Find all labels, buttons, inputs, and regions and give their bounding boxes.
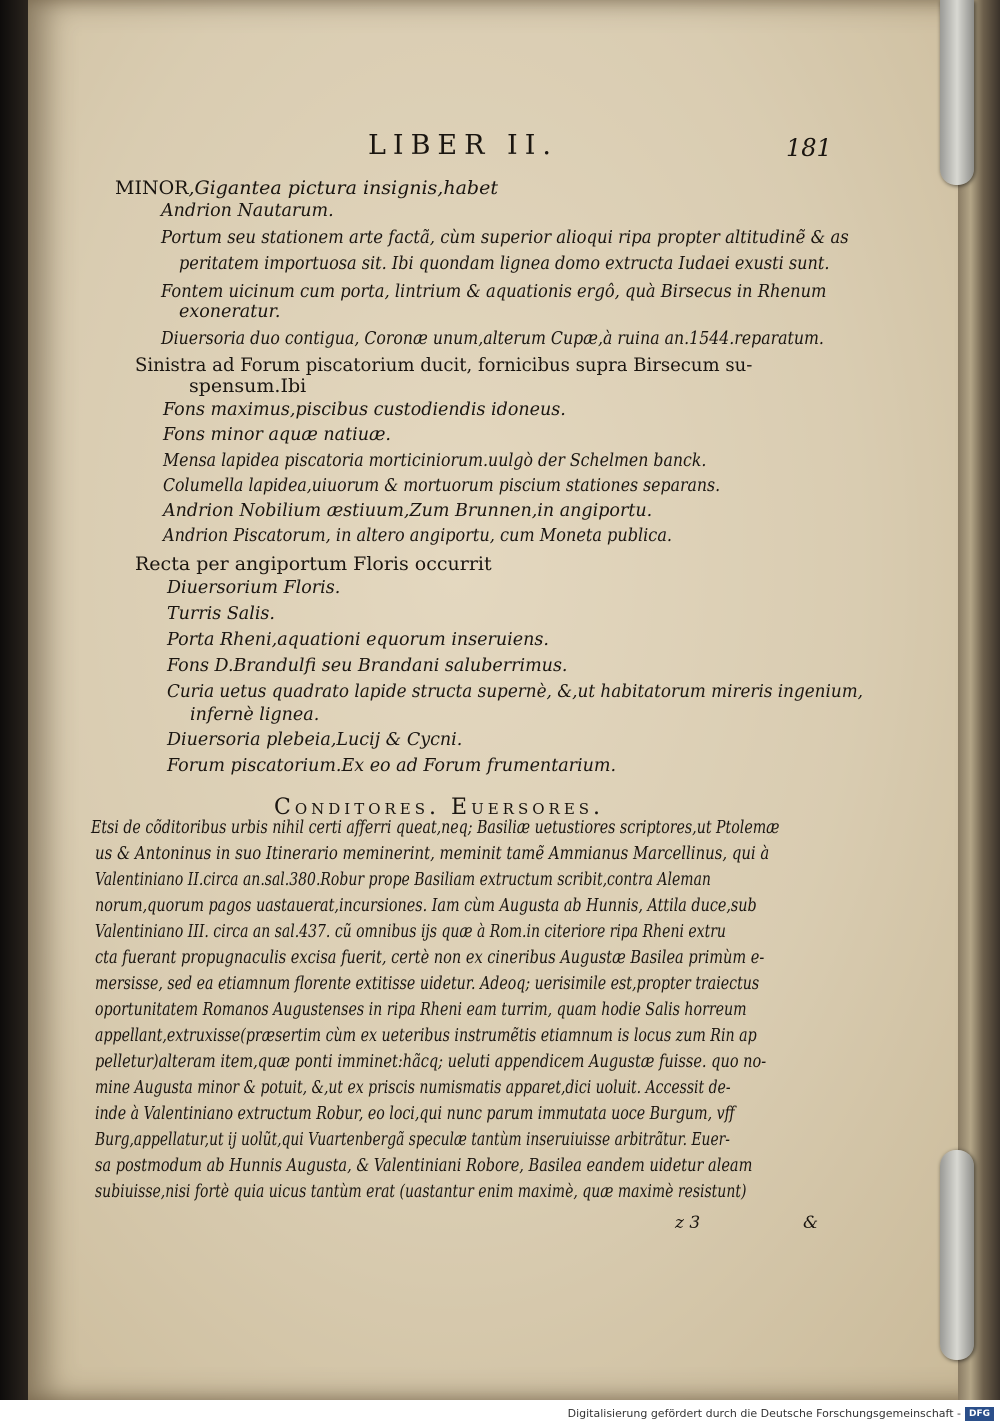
body-line: Burg,appellatur,ut ij uolũt,qui Vuartenbergã speculæ tantùm inseruiuisse arbitrãtur. Euer- — [95, 1130, 730, 1150]
list1-item: Diuersoria duo contigua, Coronæ unum,alterum Cupæ,à ruina an.1544.reparatum. — [161, 329, 824, 349]
body-line: pelletur)alteram item,quæ ponti imminet:hãcq; ueluti appendicem Augustæ fuisse. quo no- — [95, 1052, 767, 1072]
body-line: mersisse, sed ea etiamnum florente extitisse uidetur. Adeoq; uerisimile est,propter traiectus — [95, 974, 760, 994]
list2-lead-line1: Sinistra ad Forum piscatorium ducit, fornicibus supra Birsecum su- — [135, 354, 753, 376]
list1-item: exoneratur. — [179, 302, 281, 322]
list2-lead-line2: spensum.Ibi — [189, 375, 307, 397]
list1-lead-rest: ,Gigantea pictura insignis,habet — [188, 177, 498, 199]
body-line: Valentiniano II.circa an.sal.380.Robur prope Basiliam extructum scribit,contra Aleman — [95, 870, 711, 890]
list2-item: Fons maximus,piscibus custodiendis idoneus. — [163, 400, 566, 420]
list1-item: Portum seu stationem arte factã, cùm superior alioqui ripa propter altitudinẽ & as — [161, 228, 849, 248]
list3-lead: Recta per angiportum Floris occurrit — [135, 553, 492, 575]
list2-item: Andrion Piscatorum, in altero angiportu, cum Moneta publica. — [163, 526, 673, 546]
dfg-logo: DFG — [965, 1407, 994, 1421]
page-clip-top — [940, 0, 974, 185]
digitization-footer — [0, 1400, 1000, 1427]
book-page — [28, 0, 976, 1400]
page-clip-bottom — [940, 1150, 974, 1360]
catchword: & — [803, 1213, 819, 1233]
body-line: cta fuerant propugnaculis excisa fuerit, certè non ex cineribus Augustæ Basilea primùm e- — [95, 948, 765, 968]
list2-item: Andrion Nobilium æstiuum,Zum Brunnen,in angiportu. — [163, 501, 653, 521]
body-line: Etsi de cõditoribus urbis nihil certi afferri queat,neq; Basiliæ uetustiores scriptores,ut Ptolemæ — [91, 818, 780, 838]
digitization-notice: Digitalisierung gefördert durch die Deutsche Forschungsgemeinschaft - — [567, 1407, 961, 1420]
list1-item: Andrion Nautarum. — [161, 201, 334, 221]
body-line: inde à Valentiniano extructum Robur, eo loci,qui nunc parum immutata uoce Burgum, vff — [95, 1104, 735, 1124]
list3-item: infernè lignea. — [190, 705, 320, 725]
body-line: sa postmodum ab Hunnis Augusta, & Valentiniani Robore, Basilea eandem uidetur aleam — [95, 1156, 753, 1176]
list3-item: Fons D.Brandulfi seu Brandani saluberrimus. — [167, 656, 568, 676]
list1-lead-caps: MINOR — [115, 177, 189, 199]
page-number: 181 — [786, 134, 832, 162]
signature-mark: z 3 — [675, 1213, 701, 1233]
list3-item: Diuersorium Floris. — [167, 578, 341, 598]
list2-item: Fons minor aquæ natiuæ. — [163, 425, 391, 445]
body-line: appellant,extruxisse(præsertim cùm ex ueteribus instrumẽtis etiamnum is locus zum Rin ap — [95, 1026, 757, 1046]
list1-item: Fontem uicinum cum porta, lintrium & aquationis ergô, quà Birsecus in Rhenum — [161, 282, 827, 302]
list2-item: Mensa lapidea piscatoria morticiniorum.uulgò der Schelmen banck. — [163, 451, 707, 471]
list3-item: Diuersoria plebeia,Lucij & Cycni. — [167, 730, 463, 750]
body-line: subiuisse,nisi fortè quia uicus tantùm erat (uastantur enim maximè, quæ maximè resistunt) — [95, 1182, 747, 1202]
body-line: oportunitatem Romanos Augustenses in ripa Rheni eam turrim, quam hodie Salis horreum — [95, 1000, 747, 1020]
body-line: mine Augusta minor & potuit, &,ut ex priscis numismatis apparet,dici uoluit. Accessit de- — [95, 1078, 731, 1098]
body-line: Valentiniano III. circa an sal.437. cũ omnibus ijs quæ à Rom.in citeriore ripa Rheni extru — [95, 922, 726, 942]
list2-item: Columella lapidea,uiuorum & mortuorum piscium stationes separans. — [163, 476, 721, 496]
body-line: us & Antoninus in suo Itinerario meminerint, meminit tamẽ Ammianus Marcellinus, qui à — [95, 844, 770, 864]
list3-item: Turris Salis. — [167, 604, 275, 624]
list3-item: Curia uetus quadrato lapide structa supernè, &,ut habitatorum mireris ingenium, — [167, 682, 863, 702]
list1-item: peritatem importuosa sit. Ibi quondam lignea domo extructa Iudaei exusti sunt. — [179, 254, 830, 274]
running-header-title: LIBER II. — [368, 130, 558, 161]
list3-item: Forum piscatorium.Ex eo ad Forum frumentarium. — [167, 756, 617, 776]
body-line: norum,quorum pagos uastauerat,incursiones. Iam cùm Augusta ab Hunnis, Attila duce,sub — [95, 896, 757, 916]
list1-lead — [115, 179, 498, 198]
section-heading: Conditores. Euersores. — [274, 795, 605, 820]
list3-item: Porta Rheni,aquationi equorum inseruiens. — [167, 630, 549, 650]
